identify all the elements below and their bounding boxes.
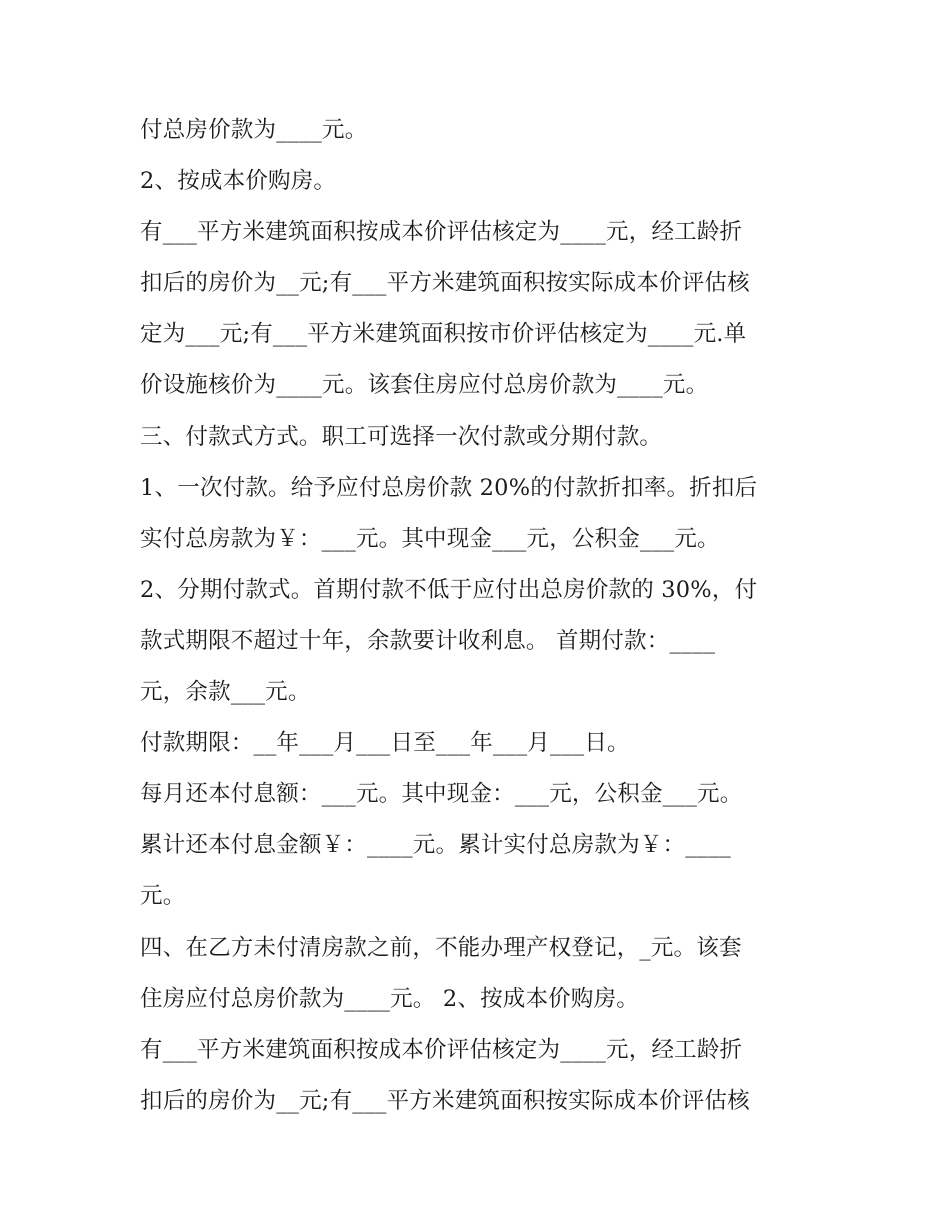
text-line: 付总房价款为____元。	[140, 117, 368, 143]
text-line: 住房应付总房价款为____元。 2、按成本价购房。	[140, 985, 639, 1012]
text-line: 每月还本付息额：___元。其中现金：___元，公积金___元。	[140, 781, 743, 808]
text-line: 有___平方米建筑面积按成本价评估核定为____元，经工龄折	[140, 219, 743, 246]
text-line: 定为___元;有___平方米建筑面积按市价评估核定为____元.单	[140, 321, 747, 348]
text-line: 价设施核价为____元。该套住房应付总房价款为____元。	[140, 372, 709, 399]
document-body	[140, 105, 812, 1127]
text-line: 元，余款___元。	[140, 679, 311, 706]
text-line: 1、一次付款。给予应付总房价款 20%的付款折扣率。折扣后	[140, 474, 758, 501]
text-line: 扣后的房价为__元;有___平方米建筑面积按实际成本价评估核	[140, 1087, 750, 1114]
text-line: 2、按成本价购房。	[140, 168, 337, 195]
text-line: 实付总房款为￥：___元。其中现金___元，公积金___元。	[140, 525, 720, 552]
text-line: 累计还本付息金额￥：____元。累计实付总房款为￥：____	[140, 832, 732, 859]
text-line: 款式期限不超过十年，余款要计收利息。 首期付款：____	[140, 627, 716, 654]
text-line: 扣后的房价为__元;有___平方米建筑面积按实际成本价评估核	[140, 270, 750, 297]
text-line: 2、分期付款式。首期付款不低于应付出总房价款的 30%，付	[140, 576, 758, 603]
text-line: 有___平方米建筑面积按成本价评估核定为____元，经工龄折	[140, 1036, 743, 1063]
text-line: 付款期限：__年___月___日至___年___月___日。	[140, 730, 630, 757]
text-line: 三、付款式方式。职工可选择一次付款或分期付款。	[140, 423, 663, 450]
text-line: 四、在乙方未付清房款之前，不能办理产权登记，_元。该套	[140, 934, 742, 961]
text-line: 元。	[140, 883, 186, 910]
